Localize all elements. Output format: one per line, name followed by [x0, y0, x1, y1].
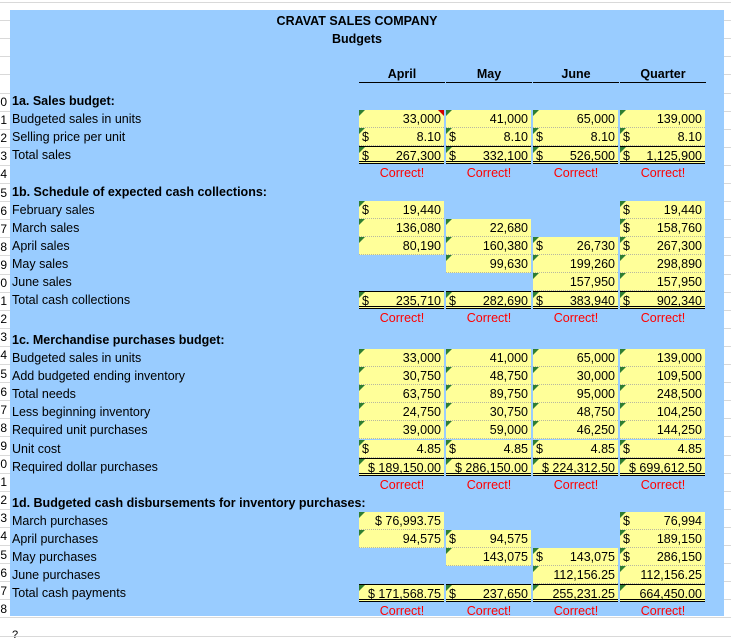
input-indicator-icon [620, 566, 626, 572]
row-number-22: 2 [0, 493, 7, 508]
disbursements-row-0-value-0: $ 76,993.75 [374, 513, 441, 528]
total-collections-cell-1[interactable] [446, 291, 531, 309]
collections-row-2-cell-1[interactable] [446, 237, 531, 255]
purchases-row-5-value-2: 4.85 [590, 441, 615, 456]
purchases-row-1-cell-1[interactable] [446, 367, 531, 385]
row-number-19: 9 [0, 438, 7, 453]
purchases-row-5-cell-0[interactable] [359, 440, 444, 458]
collections-row-0-cell-3[interactable] [620, 201, 705, 219]
input-indicator-icon [620, 110, 626, 116]
input-indicator-icon [620, 255, 626, 261]
purchases-row-4-value-2: 46,250 [576, 423, 615, 438]
row-number-7: 7 [0, 221, 7, 236]
collections-row-4-value-2: 157,950 [569, 275, 615, 289]
purchases-row-1-cell-0[interactable] [359, 367, 444, 385]
disbursements-row-2-cell-1[interactable] [446, 548, 531, 566]
input-indicator-icon [620, 585, 626, 591]
collections-row-2-cell-2[interactable] [533, 237, 618, 255]
collections-row-1-cell-3[interactable] [620, 219, 705, 237]
dollar-sign: $ [623, 220, 630, 235]
total-cash-payments-value-1: 237,650 [482, 587, 528, 602]
row-number-23: 3 [0, 511, 7, 526]
disbursements-row-label-2: May purchases [12, 550, 97, 565]
collections-row-2-value-0: 80,190 [402, 238, 441, 253]
collections-row-0-value-3: 19,440 [663, 202, 702, 217]
total-collections-value-3: 902,340 [656, 294, 702, 309]
input-indicator-icon [359, 219, 365, 225]
sales-budget-check-1: Correct! [466, 166, 512, 181]
collections-row-label-0: February sales [12, 202, 95, 217]
purchases-heading: 1c. Merchandise purchases budget: [12, 332, 225, 347]
purchases-row-1-value-2: 30,000 [576, 369, 615, 384]
required-dollar-purchases-cell-0[interactable] [359, 458, 444, 476]
row-number-3: 3 [0, 149, 7, 164]
input-indicator-icon [533, 273, 539, 279]
disbursements-row-0-value-3: 76,994 [663, 513, 702, 528]
purchases-row-0-cell-1[interactable] [446, 349, 531, 367]
dollar-sign: $ [362, 441, 369, 456]
purchases-row-5-cell-1[interactable] [446, 440, 531, 458]
required-dollar-purchases-value-3: $ 699,612.50 [629, 460, 702, 475]
cash-collections-heading: 1b. Schedule of expected cash collections: [12, 184, 267, 199]
total-sales-cell-1[interactable] [446, 146, 531, 164]
dollar-sign: $ [449, 441, 456, 456]
disbursements-row-2-value-3: 286,150 [656, 550, 702, 565]
purchases-row-5-value-1: 4.85 [503, 441, 528, 456]
purchases-row-1-cell-2[interactable] [533, 367, 618, 385]
row-number-21: 1 [0, 475, 7, 490]
collections-row-4-value-3: 157,950 [656, 275, 702, 289]
disbursements-check-1: Correct! [466, 604, 512, 619]
collections-row-label-4: June sales [12, 275, 72, 289]
purchases-row-4-cell-0[interactable] [359, 421, 444, 439]
purchases-row-0-cell-2[interactable] [533, 349, 618, 367]
collections-row-4-cell-2[interactable] [533, 273, 618, 291]
purchases-row-4-value-0: 39,000 [402, 423, 441, 438]
purchases-row-5-cell-3[interactable] [620, 440, 705, 458]
purchases-row-label-2: Total needs [12, 387, 76, 402]
input-indicator-icon [446, 459, 452, 465]
collections-row-3-value-2: 199,260 [569, 256, 615, 271]
input-indicator-icon [446, 110, 452, 116]
collections-row-label-1: March sales [12, 220, 80, 235]
sales-units-value-3: 139,000 [656, 112, 702, 127]
input-indicator-icon [359, 349, 365, 355]
budgets-subtitle: Budgets [332, 32, 382, 46]
collections-row-0-value-0: 19,440 [402, 202, 441, 217]
disbursements-row-label-1: April purchases [12, 532, 99, 547]
total-collections-label: Total cash collections [12, 293, 131, 308]
input-indicator-icon [359, 110, 365, 116]
purchases-row-label-4: Required unit purchases [12, 423, 148, 438]
total-sales-label: Total sales [12, 148, 72, 163]
row-number-9: 9 [0, 257, 7, 272]
required-dollar-purchases-cell-3[interactable] [620, 458, 705, 476]
cash-collections-check-0: Correct! [379, 311, 425, 326]
purchases-row-3-value-3: 104,250 [656, 405, 702, 420]
selling-price-cell-0[interactable] [359, 128, 444, 146]
total-sales-value-2: 526,500 [569, 149, 615, 164]
dollar-sign: $ [449, 294, 456, 309]
selling-price-value-3: 8.10 [677, 130, 702, 145]
row-number-20: 0 [0, 457, 7, 471]
dollar-sign: $ [623, 202, 630, 217]
purchases-row-3-cell-0[interactable] [359, 403, 444, 421]
disbursements-row-2-cell-2[interactable] [533, 548, 618, 566]
selling-price-cell-3[interactable] [620, 128, 705, 146]
sales-budget-check-3: Correct! [640, 166, 686, 181]
purchases-row-2-value-3: 248,500 [656, 387, 702, 402]
required-dollar-purchases-cell-1[interactable] [446, 458, 531, 476]
collections-row-4-cell-3[interactable] [620, 273, 705, 291]
collections-row-2-cell-3[interactable] [620, 237, 705, 255]
purchases-row-label-5: Unit cost [12, 441, 61, 456]
total-collections-value-1: 282,690 [482, 294, 528, 309]
disbursements-check-2: Correct! [553, 604, 599, 619]
purchases-row-3-value-0: 24,750 [402, 405, 441, 420]
purchases-row-3-cell-2[interactable] [533, 403, 618, 421]
total-collections-cell-3[interactable] [620, 291, 705, 309]
input-indicator-icon [359, 459, 365, 465]
total-cash-payments-label: Total cash payments [12, 586, 126, 601]
dollar-sign: $ [449, 149, 456, 164]
cash-collections-check-3: Correct! [640, 311, 686, 326]
input-indicator-icon [533, 349, 539, 355]
selling-price-value-0: 8.10 [416, 130, 441, 145]
dollar-sign: $ [536, 130, 543, 145]
input-indicator-icon [533, 385, 539, 391]
sheet-tab-help[interactable]: ? [12, 629, 19, 641]
collections-row-1-cell-0[interactable] [359, 219, 444, 237]
selling-price-value-1: 8.10 [503, 130, 528, 145]
dollar-sign: $ [362, 130, 369, 145]
collections-row-3-value-3: 298,890 [656, 256, 702, 271]
sales-units-cell-3[interactable] [620, 110, 705, 128]
disbursements-row-label-0: March purchases [12, 513, 108, 528]
row-number-10: 0 [0, 276, 7, 290]
row-number-8: 8 [0, 239, 7, 254]
collections-row-label-3: May sales [12, 256, 69, 271]
input-indicator-icon [446, 367, 452, 373]
input-indicator-icon [620, 367, 626, 373]
dollar-sign: $ [536, 149, 543, 164]
purchases-row-0-value-3: 139,000 [656, 351, 702, 366]
input-indicator-icon [533, 367, 539, 373]
purchases-row-2-value-1: 89,750 [489, 387, 528, 402]
total-cash-payments-value-0: $ 171,568.75 [368, 587, 441, 602]
required-dollar-purchases-cell-2[interactable] [533, 458, 618, 476]
purchases-row-1-value-3: 109,500 [656, 369, 702, 384]
sales-budget-heading: 1a. Sales budget: [12, 94, 115, 108]
row-number-1: 1 [0, 113, 7, 128]
disbursements-row-2-value-2: 143,075 [569, 550, 615, 565]
input-indicator-icon [620, 385, 626, 391]
input-indicator-icon [620, 459, 626, 465]
row-number-2: 2 [0, 131, 7, 146]
disbursements-row-1-value-0: 94,575 [402, 532, 441, 547]
purchases-row-0-cell-3[interactable] [620, 349, 705, 367]
input-indicator-icon [359, 403, 365, 409]
row-number-5: 5 [0, 185, 7, 200]
purchases-check-0: Correct! [379, 477, 425, 492]
cash-collections-check-2: Correct! [553, 311, 599, 326]
sales-units-cell-2[interactable] [533, 110, 618, 128]
input-indicator-icon [359, 512, 365, 518]
total-collections-value-2: 383,940 [569, 294, 615, 309]
collections-row-1-value-3: 158,760 [656, 220, 702, 235]
total-cash-payments-cell-2[interactable] [533, 584, 618, 602]
selling-price-label: Selling price per unit [12, 130, 126, 145]
collections-row-1-value-0: 136,080 [395, 220, 441, 235]
purchases-row-4-cell-3[interactable] [620, 421, 705, 439]
disbursements-row-1-cell-1[interactable] [446, 530, 531, 548]
purchases-row-2-value-0: 63,750 [402, 387, 441, 402]
disbursements-check-3: Correct! [640, 604, 686, 619]
collections-row-3-cell-3[interactable] [620, 255, 705, 273]
row-number-24: 4 [0, 529, 7, 544]
collections-row-2-value-1: 160,380 [482, 238, 528, 253]
dollar-sign: $ [623, 149, 630, 164]
purchases-row-3-cell-1[interactable] [446, 403, 531, 421]
column-header-quarter: Quarter [620, 66, 706, 83]
dollar-sign: $ [536, 550, 543, 565]
collections-row-label-2: April sales [12, 238, 70, 253]
total-sales-value-1: 332,100 [482, 149, 528, 164]
total-cash-payments-cell-3[interactable] [620, 584, 705, 602]
sales-budget-check-0: Correct! [379, 166, 425, 181]
dollar-sign: $ [362, 202, 369, 217]
disbursements-row-0-cell-0[interactable] [359, 512, 444, 530]
input-indicator-icon [533, 566, 539, 572]
purchases-row-label-3: Less beginning inventory [12, 405, 151, 420]
input-indicator-icon [446, 548, 452, 554]
input-indicator-icon [446, 421, 452, 427]
purchases-row-1-value-1: 48,750 [489, 369, 528, 384]
row-number-16: 6 [0, 384, 7, 399]
dollar-sign: $ [623, 441, 630, 456]
row-number-4: 4 [0, 167, 7, 182]
purchases-row-3-cell-3[interactable] [620, 403, 705, 421]
total-sales-value-3: 1,125,900 [646, 149, 702, 164]
input-indicator-icon [620, 349, 626, 355]
required-dollar-purchases-value-0: $ 189,150.00 [368, 460, 441, 475]
row-number-12: 2 [0, 312, 7, 327]
column-header-june: June [533, 66, 619, 83]
disbursements-row-1-cell-3[interactable] [620, 530, 705, 548]
company-title: CRAVAT SALES COMPANY [276, 14, 438, 28]
row-number-17: 7 [0, 402, 7, 417]
total-collections-value-0: 235,710 [395, 294, 441, 309]
required-dollar-purchases-label: Required dollar purchases [12, 459, 158, 474]
required-dollar-purchases-value-2: $ 224,312.50 [542, 460, 615, 475]
dollar-sign: $ [623, 550, 630, 565]
input-indicator-icon [533, 255, 539, 261]
row-number-26: 6 [0, 565, 7, 580]
collections-row-3-cell-1[interactable] [446, 255, 531, 273]
purchases-row-2-cell-1[interactable] [446, 385, 531, 403]
total-cash-payments-cell-1[interactable] [446, 584, 531, 602]
collections-row-0-cell-0[interactable] [359, 201, 444, 219]
dollar-sign: $ [536, 441, 543, 456]
column-header-may: May [446, 66, 532, 83]
sales-units-value-0: 33,000 [402, 112, 441, 127]
disbursements-row-3-cell-2[interactable] [533, 566, 618, 584]
purchases-check-3: Correct! [640, 477, 686, 492]
purchases-row-2-cell-3[interactable] [620, 385, 705, 403]
purchases-row-label-0: Budgeted sales in units [12, 351, 142, 366]
total-sales-cell-0[interactable] [359, 146, 444, 164]
purchases-row-2-cell-2[interactable] [533, 385, 618, 403]
purchases-row-5-value-3: 4.85 [677, 441, 702, 456]
purchases-row-0-value-0: 33,000 [402, 351, 441, 366]
purchases-row-4-cell-2[interactable] [533, 421, 618, 439]
row-number-28: 8 [0, 601, 7, 616]
row-number-6: 6 [0, 203, 7, 218]
dollar-sign: $ [623, 238, 630, 253]
purchases-row-3-value-1: 30,750 [489, 405, 528, 420]
total-sales-cell-2[interactable] [533, 146, 618, 164]
dollar-sign: $ [362, 294, 369, 309]
row-number-15: 5 [0, 366, 7, 381]
purchases-row-2-value-2: 95,000 [576, 387, 615, 402]
column-header-april: April [359, 66, 445, 83]
required-dollar-purchases-value-1: $ 286,150.00 [455, 460, 528, 475]
input-indicator-icon [359, 237, 365, 243]
disbursements-row-3-value-3: 112,156.25 [640, 568, 702, 583]
collections-row-1-cell-1[interactable] [446, 219, 531, 237]
sales-units-cell-1[interactable] [446, 110, 531, 128]
dollar-sign: $ [623, 513, 630, 528]
purchases-row-0-cell-0[interactable] [359, 349, 444, 367]
sales-units-label: Budgeted sales in units [12, 112, 142, 127]
purchases-row-1-cell-3[interactable] [620, 367, 705, 385]
purchases-row-label-1: Add budgeted ending inventory [12, 369, 186, 384]
disbursements-row-1-value-1: 94,575 [489, 532, 528, 547]
purchases-row-0-value-1: 41,000 [489, 351, 528, 366]
collections-row-3-value-1: 99,630 [489, 256, 528, 271]
dollar-sign: $ [623, 532, 630, 547]
total-cash-payments-value-2: 255,231.25 [552, 587, 615, 602]
collections-row-3-cell-2[interactable] [533, 255, 618, 273]
input-indicator-icon [620, 273, 626, 279]
sales-budget-check-2: Correct! [553, 166, 599, 181]
purchases-row-4-value-3: 144,250 [656, 423, 702, 438]
input-indicator-icon [533, 421, 539, 427]
row-number-14: 4 [0, 348, 7, 363]
disbursements-row-1-cell-0[interactable] [359, 530, 444, 548]
disbursements-row-label-3: June purchases [12, 568, 101, 583]
collections-row-2-value-3: 267,300 [656, 238, 702, 253]
row-gridline [0, 636, 731, 637]
total-collections-cell-2[interactable] [533, 291, 618, 309]
disbursements-row-1-value-3: 189,150 [656, 532, 702, 547]
dollar-sign: $ [536, 238, 543, 253]
dollar-sign: $ [449, 587, 456, 602]
sales-units-value-2: 65,000 [576, 112, 615, 127]
dollar-sign: $ [623, 130, 630, 145]
total-sales-value-0: 267,300 [395, 149, 441, 164]
purchases-check-1: Correct! [466, 477, 512, 492]
row-number-13: 3 [0, 330, 7, 345]
row-number-0: 0 [0, 95, 7, 109]
purchases-row-1-value-0: 30,750 [402, 369, 441, 384]
disbursements-check-0: Correct! [379, 604, 425, 619]
dollar-sign: $ [623, 294, 630, 309]
input-indicator-icon [446, 255, 452, 261]
sales-units-value-1: 41,000 [489, 112, 528, 127]
total-collections-cell-0[interactable] [359, 291, 444, 309]
collections-row-1-value-1: 22,680 [489, 220, 528, 235]
total-sales-cell-3[interactable] [620, 146, 705, 164]
input-indicator-icon [620, 403, 626, 409]
cash-collections-check-1: Correct! [466, 311, 512, 326]
collections-row-2-cell-0[interactable] [359, 237, 444, 255]
dollar-sign: $ [362, 149, 369, 164]
purchases-row-4-cell-1[interactable] [446, 421, 531, 439]
disbursements-row-2-value-1: 143,075 [482, 550, 528, 565]
row-number-18: 8 [0, 420, 7, 435]
input-indicator-icon [359, 421, 365, 427]
row-number-25: 5 [0, 547, 7, 562]
dollar-sign: $ [449, 532, 456, 547]
selling-price-cell-2[interactable] [533, 128, 618, 146]
total-cash-payments-cell-0[interactable] [359, 584, 444, 602]
row-gridline [0, 2, 731, 3]
input-indicator-icon [446, 403, 452, 409]
sales-units-cell-0[interactable] [359, 110, 444, 128]
input-indicator-icon [533, 403, 539, 409]
purchases-row-3-value-2: 48,750 [576, 405, 615, 420]
input-indicator-icon [533, 459, 539, 465]
disbursements-heading: 1d. Budgeted cash disbursements for inventory purchases: [12, 495, 366, 510]
input-indicator-icon [359, 585, 365, 591]
disbursements-row-0-cell-3[interactable] [620, 512, 705, 530]
input-indicator-icon [533, 110, 539, 116]
row-number-11: 1 [0, 294, 7, 309]
dollar-sign: $ [536, 294, 543, 309]
input-indicator-icon [359, 530, 365, 536]
selling-price-value-2: 8.10 [590, 130, 615, 145]
input-indicator-icon [446, 219, 452, 225]
input-indicator-icon [446, 385, 452, 391]
dollar-sign: $ [449, 130, 456, 145]
purchases-row-5-value-0: 4.85 [416, 441, 441, 456]
selling-price-cell-1[interactable] [446, 128, 531, 146]
purchases-row-2-cell-0[interactable] [359, 385, 444, 403]
collections-row-2-value-2: 26,730 [576, 238, 615, 253]
total-cash-payments-value-3: 664,450.00 [639, 587, 702, 602]
input-indicator-icon [533, 585, 539, 591]
disbursements-row-2-cell-3[interactable] [620, 548, 705, 566]
input-indicator-icon [620, 421, 626, 427]
input-indicator-icon [446, 237, 452, 243]
input-indicator-icon [359, 367, 365, 373]
purchases-row-0-value-2: 65,000 [576, 351, 615, 366]
row-number-27: 7 [0, 583, 7, 598]
input-indicator-icon [446, 349, 452, 355]
purchases-check-2: Correct! [553, 477, 599, 492]
input-indicator-icon [359, 385, 365, 391]
disbursements-row-3-cell-3[interactable] [620, 566, 705, 584]
disbursements-row-3-value-2: 112,156.25 [553, 568, 615, 583]
purchases-row-5-cell-2[interactable] [533, 440, 618, 458]
purchases-row-4-value-1: 59,000 [489, 423, 528, 438]
